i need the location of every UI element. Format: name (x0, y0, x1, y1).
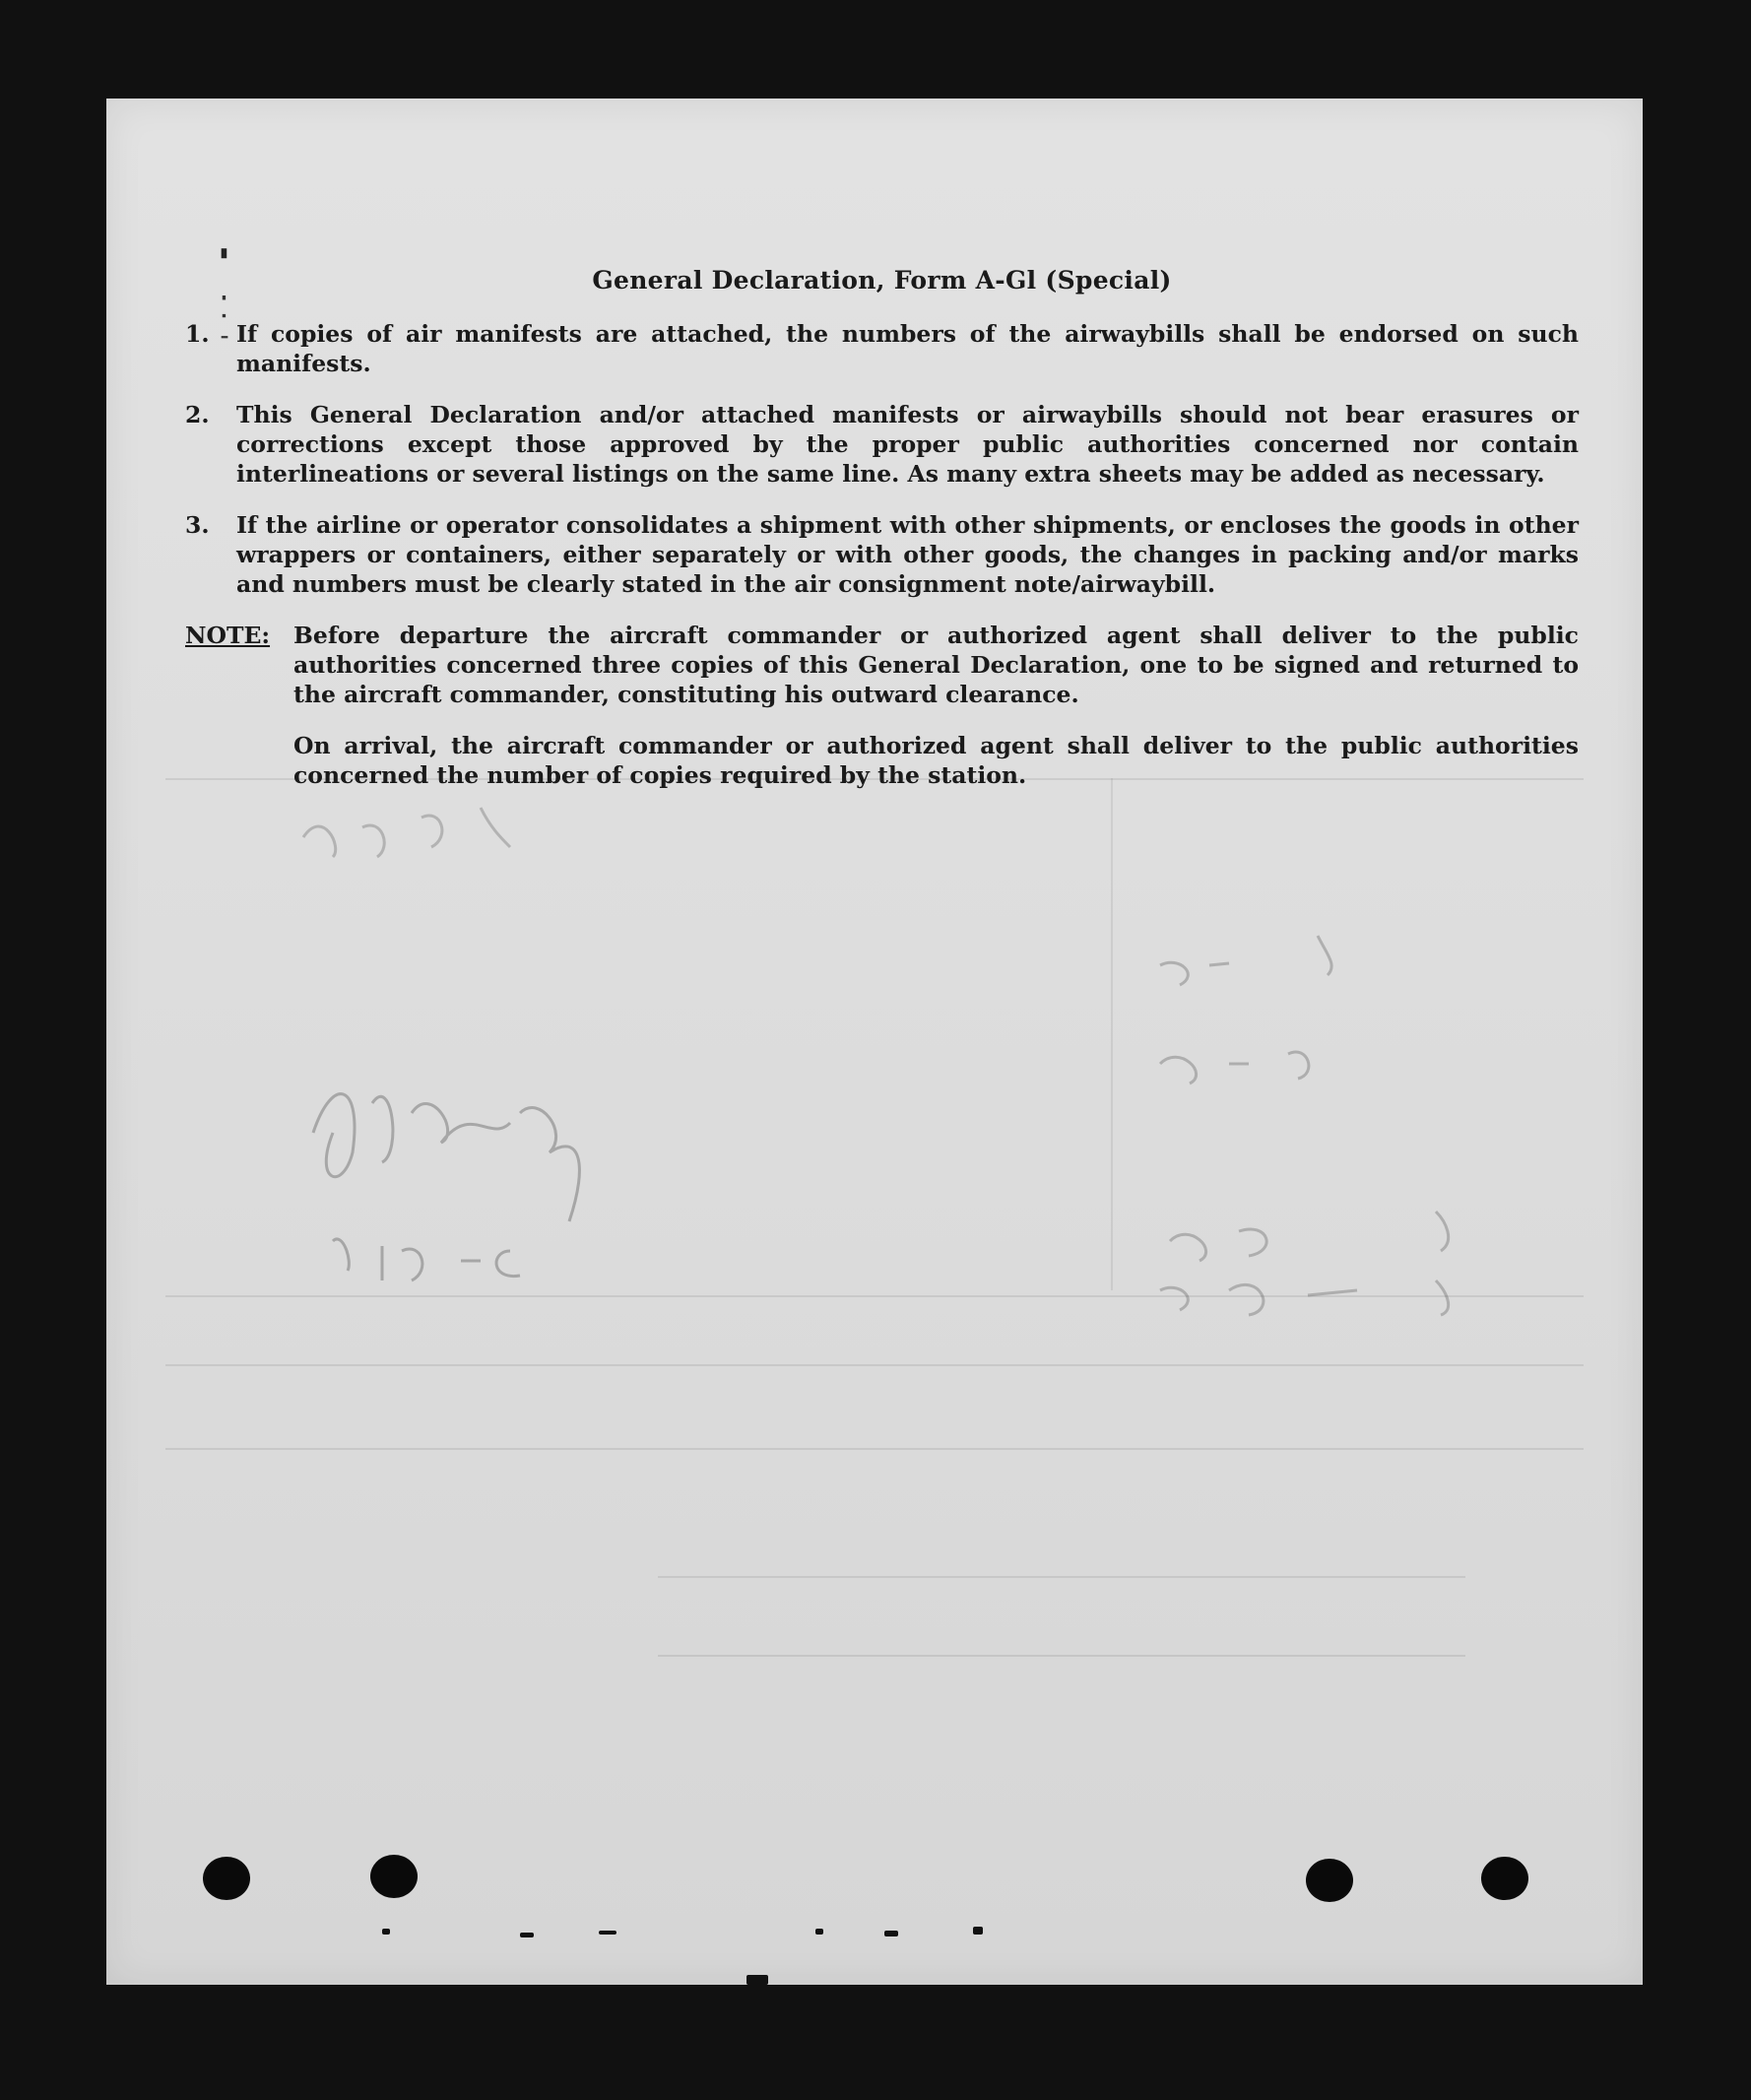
note-paragraphs (293, 621, 1579, 812)
note-section (185, 621, 1579, 812)
item-number: 1. (185, 320, 210, 348)
item-text: If the airline or operator consolidates a shipment with other shipments, or encloses the goods in other wrappers or containers, either separately or with other goods, the changes in packing and/or marks and numbers must be clearly stated in the air consignment note/airwaybill. (236, 511, 1579, 598)
handwritten-mark (274, 1015, 628, 1310)
punch-hole (1481, 1857, 1528, 1900)
scan-speck (815, 1929, 823, 1935)
instruction-item-3 (185, 510, 1579, 599)
document-title: General Declaration, Form A-Gl (Special) (592, 266, 1172, 295)
paper-sheet (106, 98, 1643, 1985)
item-number: 3. (185, 511, 210, 539)
margin-dots (219, 246, 230, 345)
note-paragraph: Before departure the aircraft commander or authorized agent shall deliver to the public authorities concerned three copies of this General Declaration, one to be signed and returned to the aircraft commander, constituting his outward clearance. (293, 622, 1579, 708)
item-text: If copies of air manifests are attached, the numbers of the airwaybills shall be endorsed on such manifests. (236, 320, 1579, 377)
bleed-through-rule (658, 1655, 1465, 1657)
instruction-item-2 (185, 400, 1579, 489)
bleed-through-rule (658, 1576, 1465, 1578)
bleed-through-rule (1111, 778, 1113, 1290)
scan-speck (746, 1975, 768, 1985)
punch-hole (203, 1857, 250, 1900)
punch-hole (1306, 1859, 1353, 1902)
declaration-instructions (185, 266, 1579, 812)
bleed-through-rule (165, 1448, 1584, 1450)
scan-speck (599, 1931, 616, 1935)
item-number: 2. (185, 401, 210, 428)
bleed-through-rule (165, 1364, 1584, 1366)
scan-speck (973, 1927, 983, 1935)
item-text: This General Declaration and/or attached manifests or airwaybills should not bear erasures or corrections except those approved by the proper public authorities concerned nor contain interlineations or several listings on the same line. As many extra sheets may be added as necessary. (236, 401, 1579, 488)
note-paragraph: On arrival, the aircraft commander or authorized agent shall deliver to the public authorities concerned the number of copies required by the station. (293, 732, 1579, 789)
note-label: NOTE: (185, 622, 271, 649)
scan-speck (382, 1929, 390, 1935)
handwritten-mark (1140, 877, 1534, 1330)
scan-speck (520, 1933, 534, 1937)
instruction-item-1 (185, 319, 1579, 378)
scan-speck (884, 1931, 898, 1936)
punch-hole (370, 1855, 418, 1898)
